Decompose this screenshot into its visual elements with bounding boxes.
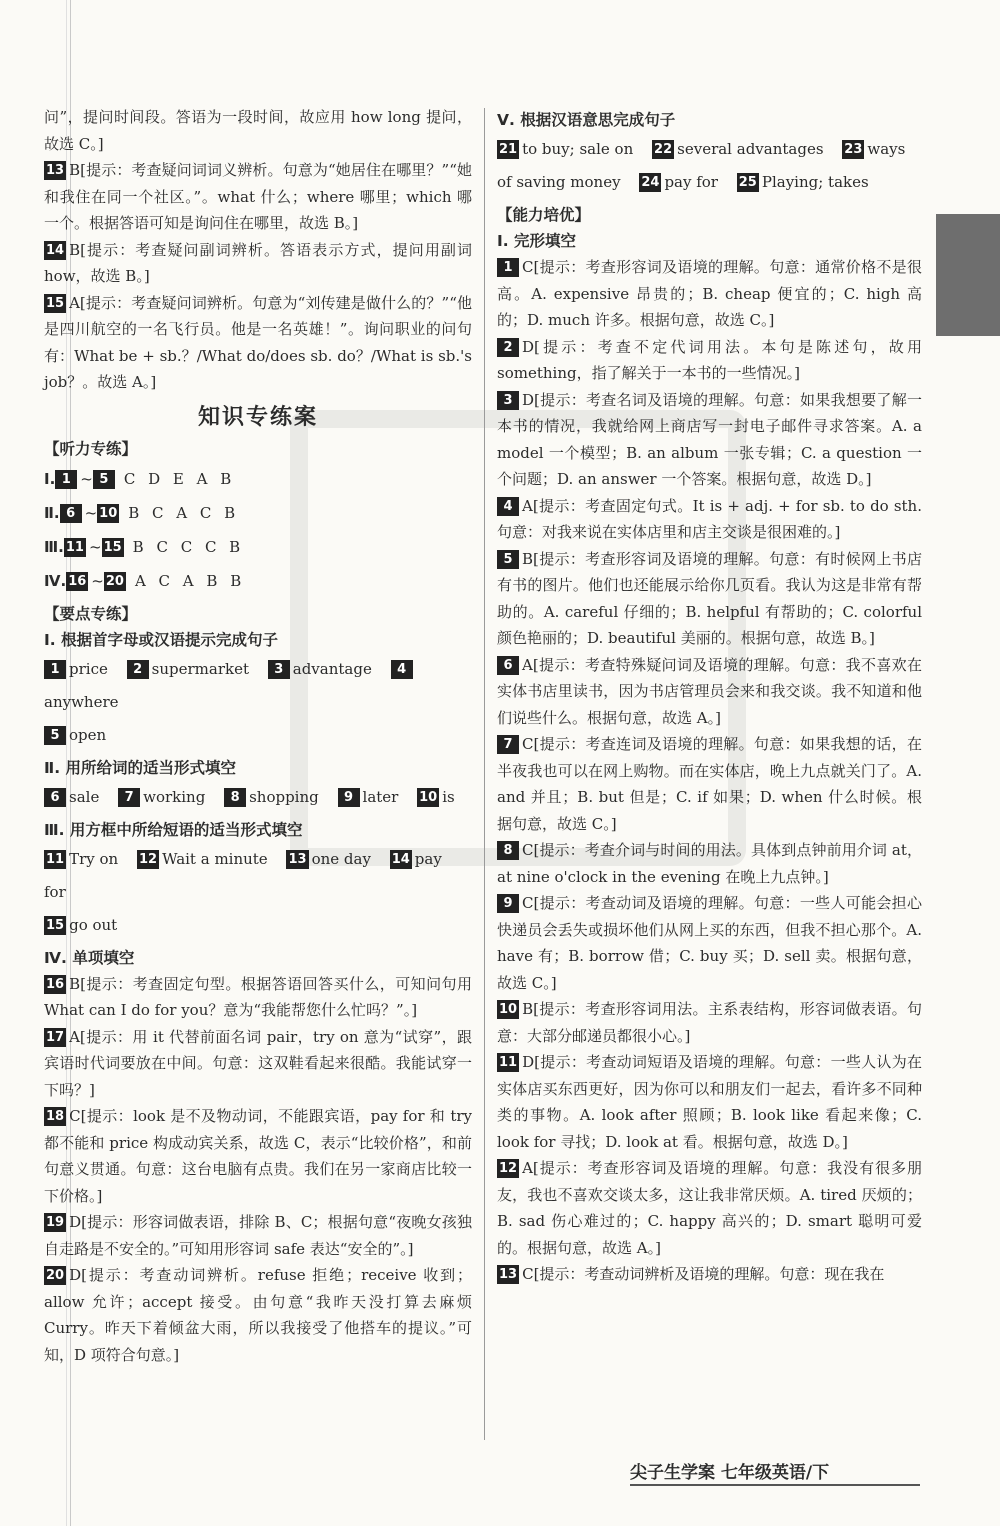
answer-14 <box>44 237 472 290</box>
number-badge: 25 <box>738 175 757 190</box>
answer-text: A[提示：考查疑问词辨析。句意为“刘传建是做什么的？”“他是四川航空的一名飞行员。他是一名英雄！”。询问职业的问句有：What be + sb.？/What do/does sb. do？/What is sb.'s job？。故选 A。] <box>44 293 472 391</box>
number-badge: 11 <box>46 851 65 867</box>
answer-text: A[提示：考查形容词及语境的理解。句意：我没有很多朋友，我也不喜欢交谈太多，这让我非常厌烦。A. tired 厌烦的；B. sad 伤心难过的；C. happy 高兴的；D. smart 聪明可爱的。根据句意，故选 A。] <box>497 1159 922 1257</box>
column-divider <box>484 108 485 1440</box>
number-badge: 17 <box>46 1029 65 1045</box>
number-badge: 13 <box>499 1267 518 1282</box>
number-badge: 6 <box>60 504 82 523</box>
number-badge: 13 <box>46 163 65 178</box>
number-badge: 5 <box>93 470 115 489</box>
cloze-answer <box>497 837 922 890</box>
roman-numeral: Ⅰ. <box>44 469 56 488</box>
answer-15 <box>44 290 472 396</box>
answer-text: B[提示：考查疑问副词辨析。答语表示方式，提问用副词 how，故选 B。] <box>44 240 472 285</box>
number-badge: 16 <box>68 573 87 589</box>
cloze-answer <box>497 996 922 1049</box>
roman-numeral: Ⅲ. <box>44 537 64 556</box>
answer-word: one day <box>311 849 371 868</box>
number-badge: 19 <box>46 1215 65 1230</box>
answer-word: price <box>69 659 108 678</box>
answer-18 <box>44 1103 472 1209</box>
answer-word: sale <box>69 787 100 806</box>
key-points-heading: 【要点专练】 <box>44 604 138 623</box>
answer-word: Playing; takes <box>761 173 869 191</box>
number-badge: 20 <box>46 1268 65 1283</box>
answer-20 <box>44 1262 472 1368</box>
fill-answers <box>44 843 472 942</box>
listening-letters: C D E A B <box>123 469 236 488</box>
listening-answers <box>44 462 472 598</box>
number-badge: 4 <box>391 660 413 679</box>
number-badge: 2 <box>127 660 149 679</box>
subsection-heading: Ⅱ. 用所给词的适当形式填空 <box>44 758 236 777</box>
number-badge: 16 <box>46 976 65 992</box>
roman-numeral: Ⅱ. <box>44 503 60 522</box>
answer-word: Try on <box>69 849 119 868</box>
number-badge: 15 <box>103 539 122 555</box>
fill-answers <box>44 781 472 814</box>
answer-word: Wait a minute <box>162 849 268 868</box>
number-badge: 6 <box>44 788 66 807</box>
subsection-heading: Ⅰ. 完形填空 <box>497 232 577 250</box>
cloze-answer <box>497 387 922 493</box>
answer-word: open <box>69 725 107 744</box>
section-title: 知识专练案 <box>197 404 318 430</box>
answer-word: pay for <box>44 849 442 901</box>
number-badge: 10 <box>499 1002 518 1017</box>
cloze-answer <box>497 1155 922 1261</box>
number-badge: 14 <box>391 851 410 867</box>
listening-row: Ⅳ. 16 ~ 20 A C A B B <box>44 571 246 590</box>
number-badge: 9 <box>338 788 360 807</box>
number-badge: 6 <box>497 656 519 675</box>
answer-19 <box>44 1209 472 1262</box>
number-badge: 23 <box>844 142 863 157</box>
right-column <box>497 104 922 1288</box>
number-badge: 9 <box>497 894 519 913</box>
answer-text: D[提示：考查名词及语境的理解。句意：如果我想要了解一本书的情况，我就给网上商店写一封电子邮件寻求答案。A. a model 一个模型；B. an album 一张专辑；C. a question 一个问题；D. an answer 一个答案。根据句意，故选 D。] <box>497 390 922 488</box>
answer-word: go out <box>69 915 118 934</box>
number-badge: 5 <box>497 550 519 569</box>
left-column <box>44 104 472 1368</box>
listening-letters: A C A B B <box>134 571 246 590</box>
number-badge: 3 <box>497 391 519 410</box>
cloze-answer <box>497 254 922 334</box>
number-badge: 1 <box>55 470 77 489</box>
cloze-answer <box>497 334 922 387</box>
answer-word: working <box>143 787 206 806</box>
answer-text: D[提示：考查动词辨析。refuse 拒绝；receive 收到；allow 允许；accept 接受。由句意“我昨天没打算去麻烦 Curry。昨天下着倾盆大雨，所以我接受了他搭车的提议。”可知，D 项符合句意。] <box>44 1266 472 1364</box>
answer-text: D[提示：考查动词短语及语境的理解。句意：一些人认为在实体店买东西更好，因为你可以和朋友们一起去，看许多不同种类的事物。A. look after 照顾；B. look like 看起来像；C. look for 寻找；D. look at 看。根据句意，故选 D。] <box>497 1053 922 1151</box>
number-badge: 18 <box>46 1109 65 1124</box>
continued-answer: 问”，提问时间段。答语为一段时间，故应用 how long 提问，故选 C。] <box>44 108 472 153</box>
cloze-answer <box>497 1261 922 1288</box>
cloze-answer <box>497 546 922 652</box>
answer-17 <box>44 1024 472 1104</box>
subsection-heading: Ⅳ. 单项填空 <box>44 948 135 967</box>
number-badge: 10 <box>419 789 438 805</box>
number-badge: 12 <box>138 851 158 867</box>
answer-text: C[提示：考查介词与时间的用法。具体到点钟前用介词 at，at nine o'clock in the evening 在晚上九点钟。] <box>497 841 922 886</box>
answer-text: B[提示：考查固定句型。根据答语回答买什么，可知问句用 What can I do for you？意为“我能帮您什么忙吗？”。] <box>44 974 472 1019</box>
footer-rule <box>630 1484 920 1486</box>
answer-text: D[提示：形容词做表语，排除 B、C；根据句意“夜晚女孩独自走路是不安全的。”可知用形容词 safe 表达“安全的”。] <box>44 1213 472 1258</box>
number-badge: 14 <box>46 242 65 258</box>
answer-word: pay for <box>664 173 718 191</box>
number-badge: 7 <box>118 788 140 807</box>
number-badge: 10 <box>99 505 118 521</box>
cloze-answer <box>497 493 922 546</box>
answer-text: C[提示：考查动词辨析及语境的理解。句意：现在我在 <box>522 1265 885 1283</box>
side-tab <box>936 214 1000 336</box>
fill-answers <box>44 653 472 752</box>
answer-16 <box>44 971 472 1024</box>
answer-word: advantage <box>292 659 372 678</box>
answer-text: C[提示：考查连词及语境的理解。句意：如果我想的话，在半夜我也可以在网上购物。而在实体店，晚上九点就关门了。A. and 并且；B. but 但是；C. if 如果；D. when 什么时候。根据句意，故选 C。] <box>497 735 922 833</box>
number-badge: 4 <box>497 497 519 516</box>
listening-row: Ⅲ. 11 ~ 15 B C C C B <box>44 537 245 556</box>
answer-text: C[提示：look 是不及物动词，不能跟宾语，pay for 和 try 都不能和 price 构成动宾关系，故选 C，表示“比较价格”，和前句意义贯通。句意：这台电脑有点贵。我们在另一家商店比较一下价格。] <box>44 1107 472 1205</box>
answer-word: to buy; sale on <box>522 140 634 158</box>
number-badge: 1 <box>497 258 519 277</box>
number-badge: 1 <box>44 660 66 679</box>
number-badge: 24 <box>641 175 660 190</box>
listening-heading: 【听力专练】 <box>44 439 138 458</box>
answer-word: supermarket <box>151 659 249 678</box>
number-badge: 8 <box>497 841 519 860</box>
answer-text: A[提示：考查固定句式。It is + adj. + for sb. to do sth. 句意：对我来说在实体店里和店主交谈是很困难的。] <box>497 496 922 541</box>
number-badge: 15 <box>46 295 65 311</box>
answer-text: C[提示：考查形容词及语境的理解。句意：通常价格不是很高。A. expensive 昂贵的；B. cheap 便宜的；C. high 高的；D. much 许多。根据句意，故选 C。] <box>497 258 922 329</box>
page-footer: 尖子生学案 七年级英语/下 <box>630 1463 830 1483</box>
number-badge: 20 <box>105 573 124 589</box>
number-badge: 11 <box>65 539 84 555</box>
number-badge: 13 <box>288 851 307 867</box>
ability-heading: 【能力培优】 <box>497 206 591 224</box>
cloze-answer <box>497 890 922 996</box>
listening-row: Ⅰ. 1 ~ 5 C D E A B <box>44 469 236 488</box>
answer-text: B[提示：考查形容词用法。主系表结构，形容词做表语。句意：大部分邮递员都很小心。] <box>497 1000 922 1045</box>
number-badge: 7 <box>497 735 519 754</box>
number-badge: 8 <box>224 788 246 807</box>
subsection-heading: Ⅴ. 根据汉语意思完成句子 <box>497 111 676 129</box>
roman-numeral: Ⅳ. <box>44 571 67 590</box>
answer-word: anywhere <box>44 692 119 711</box>
answer-text: C[提示：考查动词及语境的理解。句意：一些人可能会担心快递员会丢失或损坏他们从网上买的东西，但我不担心那个。A. have 有；B. borrow 借；C. buy 买；D. sell 卖。根据句意，故选 C。] <box>497 894 922 992</box>
answer-word: shopping <box>249 787 319 806</box>
answer-text: D[提示：考查不定代词用法。本句是陈述句，故用 something，指了解关于一本书的一些情况。] <box>497 337 922 382</box>
cloze-answer <box>497 652 922 732</box>
answer-word: several advantages <box>677 140 824 158</box>
number-badge: 11 <box>499 1055 518 1070</box>
answer-13 <box>44 157 472 237</box>
subsection-heading: Ⅰ. 根据首字母或汉语提示完成句子 <box>44 630 279 649</box>
answer-word: ways of saving money <box>497 140 906 191</box>
listening-letters: B C C C B <box>132 537 245 556</box>
answer-text: B[提示：考查形容词及语境的理解。句意：有时候网上书店有书的图片。他们也还能展示给你几页看。我认为这是非常有帮助的。A. careful 仔细的；B. helpful 有帮助的；C. colorful 颜色艳丽的；D. beautiful 美丽的。根据句意，故选 B。] <box>497 549 922 647</box>
fill-answers <box>497 133 922 199</box>
number-badge: 3 <box>268 660 290 679</box>
answer-word: later <box>362 787 399 806</box>
listening-row: Ⅱ. 6 ~ 10 B C A C B <box>44 503 240 522</box>
number-badge: 15 <box>46 917 65 933</box>
number-badge: 12 <box>499 1161 518 1176</box>
number-badge: 22 <box>654 142 673 157</box>
answer-text: B[提示：考查疑问词词义辨析。句意为“她居住在哪里？”“她和我住在同一个社区。”。what 什么；where 哪里；which 哪一个。根据答语可知是询问住在哪里，故选 B。] <box>44 161 472 232</box>
number-badge: 5 <box>44 726 66 745</box>
listening-letters: B C A C B <box>128 503 240 522</box>
answer-word: is <box>442 787 455 806</box>
number-badge: 2 <box>497 338 519 357</box>
cloze-answer <box>497 731 922 837</box>
answer-text: A[提示：用 it 代替前面名词 pair，try on 意为“试穿”，跟宾语时代词要放在中间。句意：这双鞋看起来很酷。我能试穿一下吗？] <box>44 1027 472 1099</box>
subsection-heading: Ⅲ. 用方框中所给短语的适当形式填空 <box>44 820 303 839</box>
number-badge: 21 <box>499 142 518 157</box>
cloze-answer <box>497 1049 922 1155</box>
answer-text: A[提示：考查特殊疑问词及语境的理解。句意：我不喜欢在实体书店里读书，因为书店管理员会来和我交谈。我不知道和他们说些什么。根据句意，故选 A。] <box>497 655 922 727</box>
